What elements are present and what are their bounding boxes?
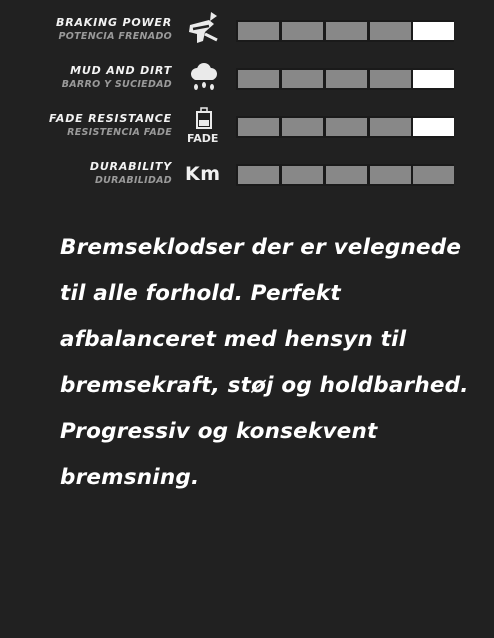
rating-label-es: BARRO Y SUCIEDAD (61, 79, 172, 90)
fade-icon-label: FADE (187, 132, 219, 145)
rating-segment (282, 166, 323, 184)
rating-label-es: DURABILIDAD (94, 175, 172, 186)
rating-row-braking-power (0, 10, 494, 50)
rating-label-es: POTENCIA FRENADO (58, 31, 172, 42)
description-line: Bremseklodser der er velegnede (60, 235, 462, 260)
rating-segment (413, 166, 454, 184)
rating-row-fade-resistance (0, 106, 494, 146)
description-line: afbalanceret med hensyn til (60, 327, 407, 352)
rating-bar (236, 20, 454, 42)
rating-segment (282, 22, 323, 40)
rating-segment (326, 22, 367, 40)
rating-label-en: BRAKING POWER (56, 16, 172, 29)
rating-segment (238, 118, 279, 136)
rating-segment (370, 70, 411, 88)
rating-row-durability (0, 154, 494, 194)
rating-segment (238, 22, 279, 40)
product-description (60, 225, 470, 501)
rating-label-en: MUD AND DIRT (70, 64, 172, 77)
rating-labels (90, 160, 172, 188)
rating-labels (49, 112, 172, 140)
rating-segment (370, 166, 411, 184)
rating-label-es: RESISTENCIA FADE (67, 127, 172, 138)
rating-segment (413, 22, 454, 40)
rating-segment (238, 166, 279, 184)
rating-segment (413, 70, 454, 88)
rating-segment (326, 166, 367, 184)
rating-row-mud-and-dirt (0, 58, 494, 98)
fade-icon (183, 106, 223, 146)
rating-segment (370, 118, 411, 136)
rating-labels (56, 16, 172, 44)
description-line: til alle forhold. Perfekt (60, 281, 341, 306)
km-icon: Km (185, 163, 221, 185)
rating-segment (326, 70, 367, 88)
rating-label-en: FADE RESISTANCE (49, 112, 172, 125)
rating-bar (236, 164, 454, 186)
rating-segment (282, 118, 323, 136)
rating-bar (236, 68, 454, 90)
rating-bar (236, 116, 454, 138)
description-line: bremsekraft, støj og holdbarhed. (60, 373, 469, 398)
rating-segment (326, 118, 367, 136)
rating-segment (238, 70, 279, 88)
rating-segment (370, 22, 411, 40)
rating-label-en: DURABILITY (89, 160, 172, 173)
rain-cloud-icon (183, 58, 223, 98)
rating-labels (62, 64, 172, 92)
brake-lever-icon (183, 10, 223, 50)
rating-segment (282, 70, 323, 88)
description-line: Progressiv og konsekvent (60, 419, 378, 444)
description-line: bremsning. (60, 465, 200, 490)
rating-segment (413, 118, 454, 136)
